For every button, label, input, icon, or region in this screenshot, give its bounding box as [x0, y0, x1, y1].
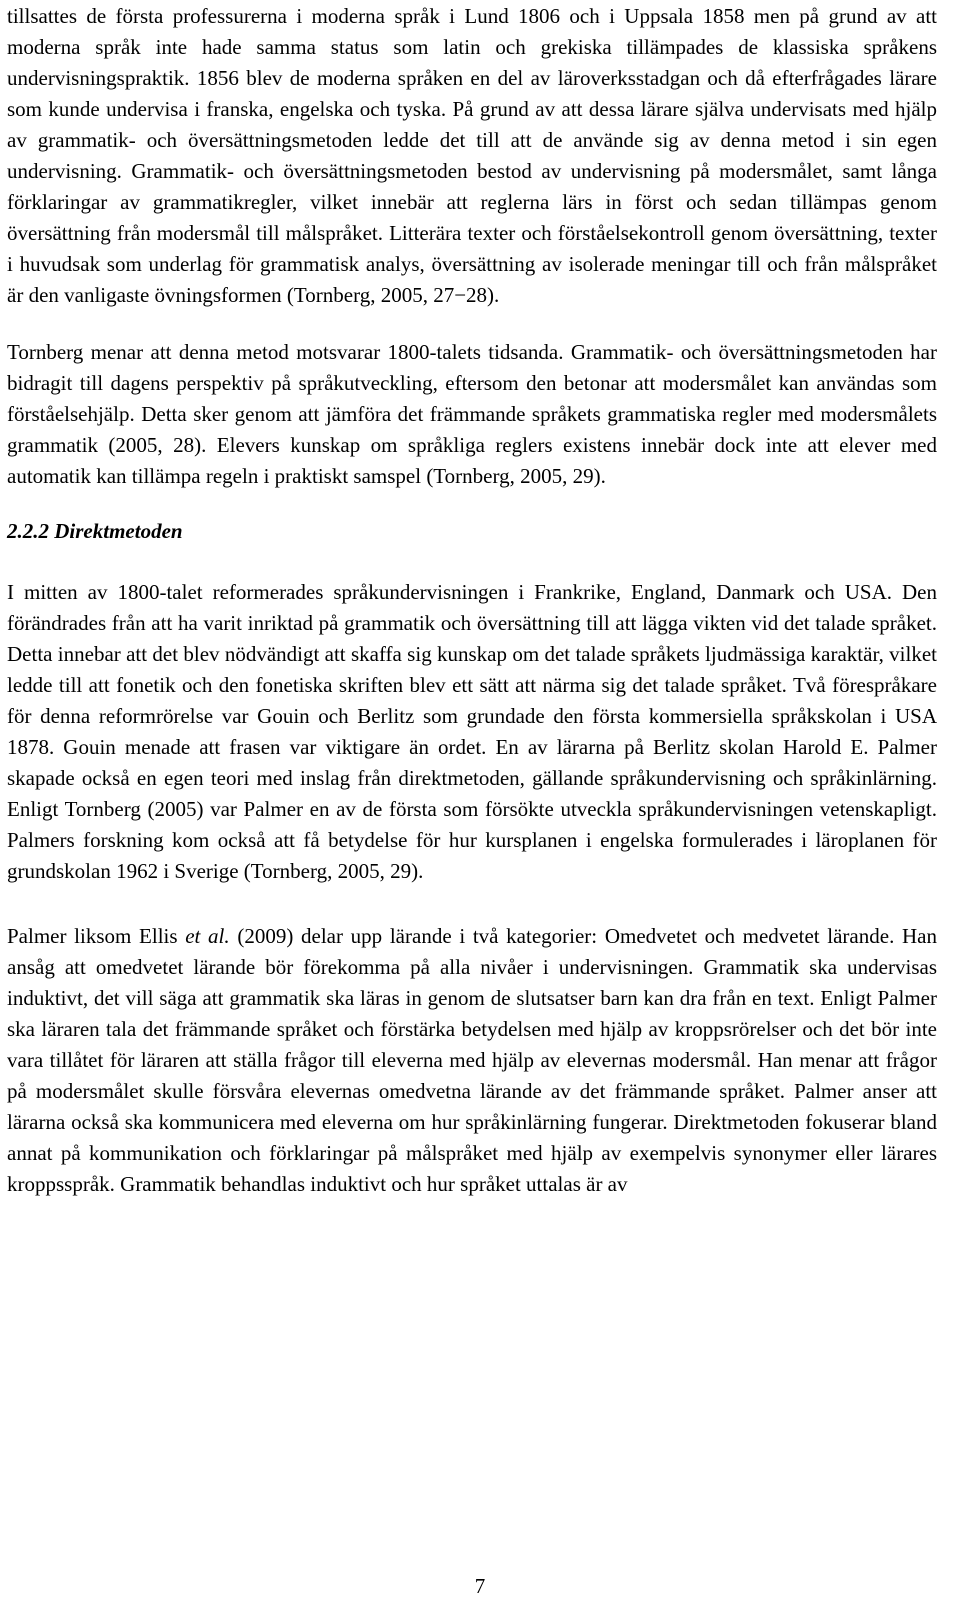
section-heading: 2.2.2 Direktmetoden: [7, 519, 183, 543]
paragraph-palmer-rest: (2009) delar upp lärande i två kategorier: Omedvetet och medvetet lärande. Han ansåg att omedvetet lärande bör förekomma på alla nivåer i undervisningen. Grammatik ska undervisas induktivt, det vill säga att grammatik ska läras in genom de slutsatser barn kan dra från en text. Enligt Palmer ska läraren tala det främmande språket och förstärka betydelsen med hjälp av kroppsrörelser och det bör inte vara tillåtet för läraren att ställa frågor till eleverna med hjälp av elevernas modersmål. Han menar att frågor på modersmålet skulle försvåra elevernas omedvetna lärande av det främmande språket. Palmer anser att lärarna också ska kommunicera med eleverna om hur språkinlärning fungerar. Direktmetoden fokuserar bland annat på kommunikation och förklaringar på målspråket med hjälp av exempelvis synonymer eller lärares kroppsspråk. Grammatik behandlas induktivt och hur språket uttalas är av: [7, 924, 937, 1196]
document-page: [7, 0, 937, 1200]
paragraph-palmer-start: Palmer liksom Ellis: [7, 924, 186, 948]
et-al-italic: et al.: [185, 924, 230, 948]
paragraph-tornberg-tidsanda: Tornberg menar att denna metod motsvarar 1800-talets tidsanda. Grammatik- och översättningsmetoden har bidragit till dagens perspektiv på språkutveckling, eftersom den betonar att modersmålet kan användas som förståelsehjälp. Detta sker genom att jämföra det främmande språkets grammatiska regler med modersmålets grammatik (2005, 28). Elevers kunskap om språkliga reglers existens innebär dock inte att elever med automatik kan tillämpa regeln i praktiskt samspel (Tornberg, 2005, 29).: [7, 340, 937, 488]
paragraph-direktmetoden: I mitten av 1800-talet reformerades språkundervisningen i Frankrike, England, Danmark och USA. Den förändrades från att ha varit inriktad på grammatik och översättning till att lägga vikten vid det talade språket. Detta innebar att det blev nödvändigt att skaffa sig kunskap om det talade språkets ljudmässiga karaktär, vilket ledde till att fonetik och den fonetiska skriften blev ett sätt att närma sig det talade språket. Två förespråkare för denna reformrörelse var Gouin och Berlitz som grundade den första kommersiella språkskolan i USA 1878. Gouin menade att frasen var viktigare än ordet. En av lärarna på Berlitz skolan Harold E. Palmer skapade också en egen teori med inslag från direktmetoden, gällande språkundervisning och språkinlärning. Enligt Tornberg (2005) var Palmer en av de första som försökte utveckla språkundervisningen vetenskapligt. Palmers forskning kom också att få betydelse för hur kursplanen i engelska formulerades i läroplanen för grundskolan 1962 i Sverige (Tornberg, 2005, 29).: [7, 580, 937, 883]
paragraph-palmer-ellis: [7, 921, 937, 1200]
page-number: 7: [474, 1574, 486, 1598]
paragraph-professurer: tillsattes de första professurerna i moderna språk i Lund 1806 och i Uppsala 1858 men på grund av att moderna språk inte hade samma status som latin och grekiska tillämpades de klassiska språkens undervisningspraktik. 1856 blev de moderna språken en del av läroverksstadgan och då efterfrågades lärare som kunde undervisa i franska, engelska och tyska. På grund av att dessa lärare själva undervisats med hjälp av grammatik- och översättningsmetoden ledde det till att de använde sig av denna metod i sin egen undervisning. Grammatik- och översättningsmetoden bestod av undervisning på modersmålet, samt långa förklaringar av grammatikregler, vilket innebär att reglerna lärs in först och sedan tillämpas genom översättning från modersmål till målspråket. Litterära texter och förståelsekontroll genom översättning, texter i huvudsak som underlag för grammatisk analys, översättning av isolerade meningar till och från målspråket är den vanligaste övningsformen (Tornberg, 2005, 27−28).: [7, 4, 937, 307]
